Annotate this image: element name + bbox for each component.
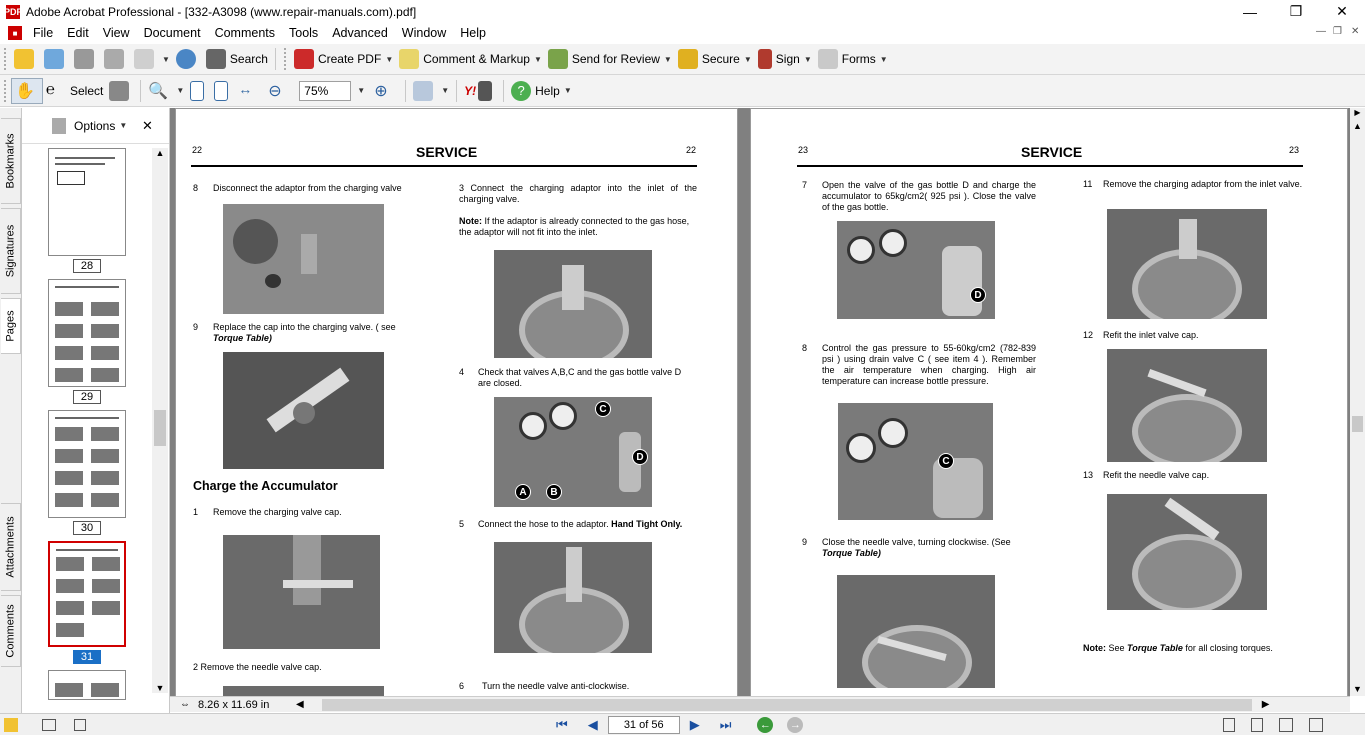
zoom-level-input[interactable]: 75% [299, 81, 351, 101]
select-label: Select [70, 83, 104, 98]
fit-width-button[interactable] [235, 78, 265, 104]
status-bar [0, 713, 1365, 735]
step-text-part: Connect the hose to the adaptor. [478, 519, 609, 529]
toolbar-grip[interactable] [284, 48, 287, 70]
step-text: Control the gas pressure to 55-60kg/cm2 (782-839 psi ) using drain valve C ( see item 4 ). Remember the air temperature when charging. High air temperature can increase bottle pressure. [822, 343, 1036, 386]
thumb-label-selected: 31 [73, 650, 101, 664]
step-number: 8 [193, 183, 199, 193]
tab-attachments-label: Attachments [4, 516, 17, 578]
thumbnail-list [47, 148, 127, 700]
binoculars-icon [478, 81, 492, 101]
photo-detail [1132, 249, 1242, 319]
step-number: 12 [1083, 330, 1094, 340]
step-text [478, 519, 682, 530]
dropdown-arrow-icon: ▼ [385, 54, 394, 64]
step-number: 7 [802, 180, 808, 190]
thumb-text-line [55, 157, 115, 159]
photo-gauge [879, 229, 907, 257]
zoom-in-icon: ⊕ [374, 82, 388, 100]
toolbar-grip[interactable] [4, 48, 7, 70]
step-number: 11 [1083, 179, 1093, 189]
email-button[interactable] [131, 46, 173, 72]
organizer-icon [44, 49, 64, 69]
fullscreen-icon[interactable] [74, 719, 86, 731]
photo-hose-connect [494, 542, 652, 653]
step-text: Remove the charging valve cap. [213, 507, 342, 517]
print-button[interactable] [101, 46, 131, 72]
thumb-image [92, 557, 120, 571]
page-thumbnail[interactable] [48, 410, 126, 518]
photo-adaptor-remove [1107, 209, 1267, 319]
valve-d-badge: D [970, 287, 986, 303]
photo-detail [862, 625, 972, 688]
help-icon: ? [511, 81, 531, 101]
search-label: Search [229, 52, 268, 66]
thumb-image [55, 683, 83, 697]
page-thumbnail[interactable] [48, 279, 126, 387]
rotate-pages-icon [413, 81, 433, 101]
photo-detail [293, 535, 321, 605]
note-body: If the adaptor is already connected to the gas hose, the adaptor will not fit into the inlet. [459, 216, 690, 237]
forms-button[interactable] [815, 46, 891, 72]
sign-label: Sign [775, 52, 800, 66]
photo-detail [293, 402, 315, 424]
thumb-image [91, 346, 119, 360]
step-text-part: Close the needle valve, turning clockwise. (See [822, 537, 1011, 547]
sign-button[interactable] [755, 46, 815, 72]
panel-header [22, 108, 169, 144]
zoom-in-tool-icon: 🔍 [148, 82, 169, 100]
thumb-text-line [55, 163, 105, 165]
doc-close-icon[interactable]: ✕ [1351, 26, 1360, 37]
thumb-image [56, 579, 84, 593]
toolbar-separator [503, 80, 504, 102]
step-number: 6 [459, 681, 465, 691]
first-page-icon[interactable]: ⏮ [556, 716, 568, 732]
pdf-page-23 [750, 108, 1348, 696]
open-button[interactable] [11, 46, 41, 72]
dropdown-arrow-icon: ▼ [162, 54, 170, 64]
header-rule [797, 165, 1303, 167]
thumb-image [55, 471, 83, 485]
yahoo-icon: Y! [464, 83, 477, 98]
photo-detail [942, 246, 982, 316]
options-dropdown-icon[interactable]: ▼ [119, 121, 128, 130]
step-number: 9 [802, 537, 808, 547]
thumb-image [91, 368, 119, 382]
dropdown-arrow-icon: ▼ [563, 86, 572, 95]
split-view-icon[interactable]: ▶ [1350, 108, 1365, 118]
photo-inlet-cap [1107, 349, 1267, 462]
step-text-bold: Hand Tight Only. [611, 519, 683, 529]
help-button[interactable] [508, 78, 575, 104]
forms-label: Forms [841, 52, 876, 66]
step-text: Refit the inlet valve cap. [1103, 330, 1199, 340]
photo-detail [566, 547, 582, 602]
organizer-button[interactable] [41, 46, 71, 72]
dropdown-arrow-icon: ▼ [743, 54, 752, 64]
photo-detail [1179, 219, 1197, 259]
email-icon [134, 49, 154, 69]
step-text: 3 Connect the charging adaptor into the inlet of the charging valve. [459, 183, 697, 204]
header-rule [191, 165, 697, 167]
menu-document[interactable]: Document [143, 26, 201, 40]
actual-size-button[interactable] [187, 78, 211, 104]
step-text: 2 Remove the needle valve cap. [193, 662, 322, 672]
single-page-icon[interactable] [1223, 718, 1235, 732]
photo-gauge [878, 418, 908, 448]
pen-icon [758, 49, 772, 69]
dropdown-arrow-icon: ▼ [176, 86, 185, 95]
doc-minimize-icon[interactable]: — [1316, 26, 1326, 37]
photo-drain-valve [838, 403, 993, 520]
fit-width-icon: ↔ [238, 80, 253, 97]
tab-bookmarks-label: Bookmarks [4, 133, 17, 189]
thumb-label: 28 [73, 259, 101, 273]
step-text: Open the valve of the gas bottle D and charge the accumulator to 65kg/cm2( 925 psi ). Close the valve of the gas bottle. [822, 180, 1036, 212]
minimize-button[interactable]: — [1243, 3, 1257, 20]
menu-tools[interactable]: Tools [289, 26, 319, 40]
page-thumbnail[interactable] [48, 670, 126, 700]
continuous-facing-icon[interactable] [1309, 718, 1323, 732]
step-text [213, 322, 408, 344]
document-vertical-scrollbar[interactable] [1350, 118, 1365, 696]
valve-c-badge: C [938, 453, 954, 469]
menu-edit[interactable]: Edit [67, 26, 89, 40]
photo-detail [233, 219, 278, 264]
photo-detail [1132, 534, 1242, 610]
create-pdf-label: Create PDF [317, 52, 382, 66]
step-number: 8 [802, 343, 808, 353]
open-folder-icon [14, 49, 34, 69]
step-number: 13 [1083, 470, 1094, 480]
page-number: 22 [192, 145, 203, 155]
select-tool-button[interactable] [43, 78, 106, 104]
photo-needle-close [837, 575, 995, 688]
note-part: See [1108, 643, 1128, 653]
zoom-in-button[interactable] [371, 78, 401, 104]
photo-detail [1147, 369, 1206, 397]
thumb-image [57, 171, 85, 185]
tab-bookmarks[interactable] [1, 118, 21, 204]
options-button[interactable]: Options [74, 118, 116, 133]
comment-markup-label: Comment & Markup [423, 52, 530, 66]
thumb-image [55, 427, 83, 441]
expand-icon[interactable]: ⇔ [180, 699, 190, 710]
thumb-image [55, 493, 83, 507]
photo-gauge [549, 402, 577, 430]
photo-gauge [519, 412, 547, 440]
zoom-dropdown-icon[interactable]: ▼ [357, 86, 366, 95]
send-for-review-button[interactable] [545, 46, 675, 72]
menu-bar [0, 23, 1365, 43]
save-icon [74, 49, 94, 69]
panel-close-icon[interactable]: ✕ [142, 117, 153, 133]
next-page-icon[interactable]: ▶ [689, 716, 700, 732]
acrobat-app-icon: PDF [4, 6, 22, 17]
step-number: 1 [193, 507, 199, 517]
page-icon [190, 81, 204, 101]
facing-icon[interactable] [1279, 718, 1293, 732]
send-for-review-label: Send for Review [571, 52, 660, 66]
thumb-label: 29 [73, 390, 101, 404]
thumb-image [91, 471, 119, 485]
hand-tool-button[interactable] [11, 78, 43, 104]
title-bar [0, 0, 1365, 23]
toolbar-view [0, 75, 1365, 107]
torque-table-ref: Torque Table) [213, 333, 272, 343]
pages-panel [22, 108, 170, 713]
valve-c-badge: C [595, 401, 611, 417]
page-thumbnail[interactable] [48, 148, 126, 256]
thumb-image [56, 601, 84, 615]
valve-a-badge: A [515, 484, 531, 500]
continuous-icon[interactable] [1251, 718, 1263, 732]
page-number: 22 [686, 145, 697, 155]
save-button[interactable] [71, 46, 101, 72]
thumbnail-scrollbar[interactable] [152, 148, 168, 693]
menu-window[interactable]: Window [401, 26, 447, 40]
step-text [822, 537, 1036, 559]
restore-button[interactable]: ❐ [1289, 3, 1303, 19]
menu-comments[interactable]: Comments [214, 26, 275, 40]
yahoo-search-button[interactable] [461, 78, 499, 104]
tab-attachments[interactable] [1, 503, 21, 591]
toolbar-separator [456, 80, 457, 102]
photo-needle-cap [1107, 494, 1267, 610]
window-icon[interactable] [42, 719, 56, 731]
fit-page-icon [214, 81, 228, 101]
help-label: Help [535, 83, 560, 98]
page-title: SERVICE [1021, 144, 1083, 160]
menu-advanced[interactable]: Advanced [332, 26, 388, 40]
secure-label: Secure [701, 52, 740, 66]
close-button[interactable]: ✕ [1336, 3, 1348, 19]
thumb-image [55, 449, 83, 463]
dropdown-arrow-icon: ▼ [533, 54, 542, 64]
step-text-part: Replace the cap into the charging valve. ( see [213, 322, 396, 332]
page-number-input[interactable]: 31 of 56 [608, 716, 680, 734]
go-forward-icon[interactable]: → [787, 717, 803, 733]
note-label: Note: [1083, 643, 1106, 653]
search-button[interactable] [203, 46, 271, 72]
horizontal-scroll-thumb[interactable] [322, 699, 1252, 711]
photo-gauge [847, 236, 875, 264]
photo-cap-replace [223, 352, 384, 469]
thumb-image [92, 601, 120, 615]
camera-icon [109, 81, 129, 101]
window-title: Adobe Acrobat Professional - [332-A3098 (www.repair-manuals.com).pdf] [26, 4, 417, 19]
lock-icon [678, 49, 698, 69]
text-select-icon: ℮ [46, 80, 56, 98]
page-number: 23 [1289, 145, 1300, 155]
thumb-image [56, 557, 84, 571]
thumb-image [91, 493, 119, 507]
menu-help[interactable]: Help [460, 26, 486, 40]
tab-signatures[interactable] [1, 208, 21, 294]
thumb-image [55, 368, 83, 382]
toolbar-file [0, 44, 1365, 75]
photo-adaptor-disconnect [223, 204, 384, 314]
thumb-text-line [56, 549, 118, 551]
step-number: 4 [459, 367, 465, 377]
doc-restore-icon[interactable]: ❐ [1333, 26, 1342, 37]
photo-detail [562, 265, 584, 310]
document-icon[interactable]: ■ [8, 26, 22, 40]
thumb-image [91, 427, 119, 441]
scroll-up-icon[interactable]: ▲ [1353, 121, 1362, 131]
last-page-icon[interactable]: ⏭ [719, 716, 732, 732]
page-title: SERVICE [416, 144, 478, 160]
scroll-left-icon[interactable]: ◀ [296, 699, 304, 710]
comment-markup-button[interactable] [396, 46, 545, 72]
step-text: Remove the charging adaptor from the inlet valve. [1103, 179, 1303, 189]
go-back-icon[interactable]: ← [757, 717, 773, 733]
step-text: Refit the needle valve cap. [1103, 470, 1210, 480]
menu-view[interactable]: View [102, 26, 130, 40]
photo-gas-bottle [837, 221, 995, 319]
section-heading: Charge the Accumulator [193, 479, 338, 493]
note-text [1083, 643, 1303, 654]
scroll-down-icon[interactable]: ▼ [1353, 684, 1362, 694]
step-number: 5 [459, 519, 465, 529]
scroll-down-icon[interactable]: ▼ [155, 683, 165, 693]
trash-icon[interactable] [52, 118, 66, 134]
toolbar-separator [140, 80, 141, 102]
thumb-image [91, 683, 119, 697]
tab-pages[interactable] [1, 298, 21, 354]
thumb-image [92, 579, 120, 593]
valve-d-badge: D [632, 449, 648, 465]
create-pdf-button[interactable] [291, 46, 396, 72]
binoculars-icon [206, 49, 226, 69]
photo-adaptor-connect [494, 250, 652, 358]
tab-comments[interactable] [1, 595, 21, 667]
snapshot-button[interactable] [106, 78, 136, 104]
warning-icon[interactable] [4, 718, 18, 732]
photo-detail [265, 274, 281, 288]
note-text [459, 216, 697, 238]
fit-page-button[interactable] [211, 78, 235, 104]
torque-table-ref: Torque Table) [822, 548, 881, 558]
globe-icon [176, 49, 196, 69]
navigation-tabs [0, 108, 22, 713]
hand-icon: ✋ [15, 82, 35, 100]
menu-file[interactable]: File [33, 26, 54, 40]
zoom-out-icon: ⊖ [268, 82, 282, 100]
photo-detail [1132, 394, 1242, 462]
toolbar-grip[interactable] [4, 80, 7, 102]
secure-button[interactable] [675, 46, 755, 72]
scroll-thumb[interactable] [1352, 416, 1363, 432]
note-part: for all closing torques. [1182, 643, 1273, 653]
dropdown-arrow-icon: ▼ [663, 54, 672, 64]
pdf-page-22 [175, 108, 738, 696]
thumb-image [91, 449, 119, 463]
tab-comments-label: Comments [4, 604, 17, 658]
step-text: Turn the needle valve anti-clockwise. [482, 681, 630, 691]
step-number: 9 [193, 322, 199, 332]
thumb-image [91, 302, 119, 316]
thumb-image [56, 623, 84, 637]
zoom-out-button[interactable] [265, 78, 295, 104]
photo-detail [283, 580, 353, 588]
dropdown-arrow-icon: ▼ [879, 54, 888, 64]
page-number: 23 [798, 145, 809, 155]
create-pdf-icon [294, 49, 314, 69]
rotate-button[interactable] [410, 78, 452, 104]
note-label: Note: [459, 216, 482, 226]
photo-valve-cap-remove [223, 535, 380, 649]
document-view[interactable] [170, 108, 1350, 696]
photo-needle-valve [223, 686, 384, 696]
send-review-icon [548, 49, 568, 69]
thumb-text-line [55, 417, 119, 419]
scroll-thumb[interactable] [154, 410, 166, 446]
page-thumbnail-selected[interactable] [48, 541, 126, 647]
thumb-image [55, 302, 83, 316]
previous-page-icon[interactable]: ◀ [587, 716, 598, 732]
thumb-image [55, 346, 83, 360]
valve-b-badge: B [546, 484, 562, 500]
thumb-text-line [55, 286, 119, 288]
photo-detail [301, 234, 317, 274]
page-size-readout: 8.26 x 11.69 in [198, 698, 270, 711]
horizontal-scrollbar [170, 696, 1350, 712]
photo-gauge [846, 433, 876, 463]
step-text: Disconnect the adaptor from the charging valve [213, 183, 402, 193]
web-search-button[interactable] [173, 46, 203, 72]
thumb-image [91, 324, 119, 338]
comment-icon [399, 49, 419, 69]
thumb-image [55, 324, 83, 338]
step-text: Check that valves A,B,C and the gas bottle valve D are closed. [478, 367, 682, 388]
thumb-label: 30 [73, 521, 101, 535]
photo-valves-gauges [494, 397, 652, 507]
torque-table-ref: Torque Table [1127, 643, 1183, 653]
forms-icon [818, 49, 838, 69]
dropdown-arrow-icon: ▼ [803, 54, 812, 64]
toolbar-separator [405, 80, 406, 102]
dropdown-arrow-icon: ▼ [441, 86, 450, 95]
toolbar-separator [275, 48, 276, 70]
print-icon [104, 49, 124, 69]
zoom-tool-button[interactable] [145, 78, 187, 104]
tab-signatures-label: Signatures [4, 224, 17, 278]
tab-pages-label: Pages [4, 310, 17, 342]
scroll-up-icon[interactable]: ▲ [155, 148, 165, 158]
scroll-right-icon[interactable]: ▶ [1261, 699, 1270, 710]
